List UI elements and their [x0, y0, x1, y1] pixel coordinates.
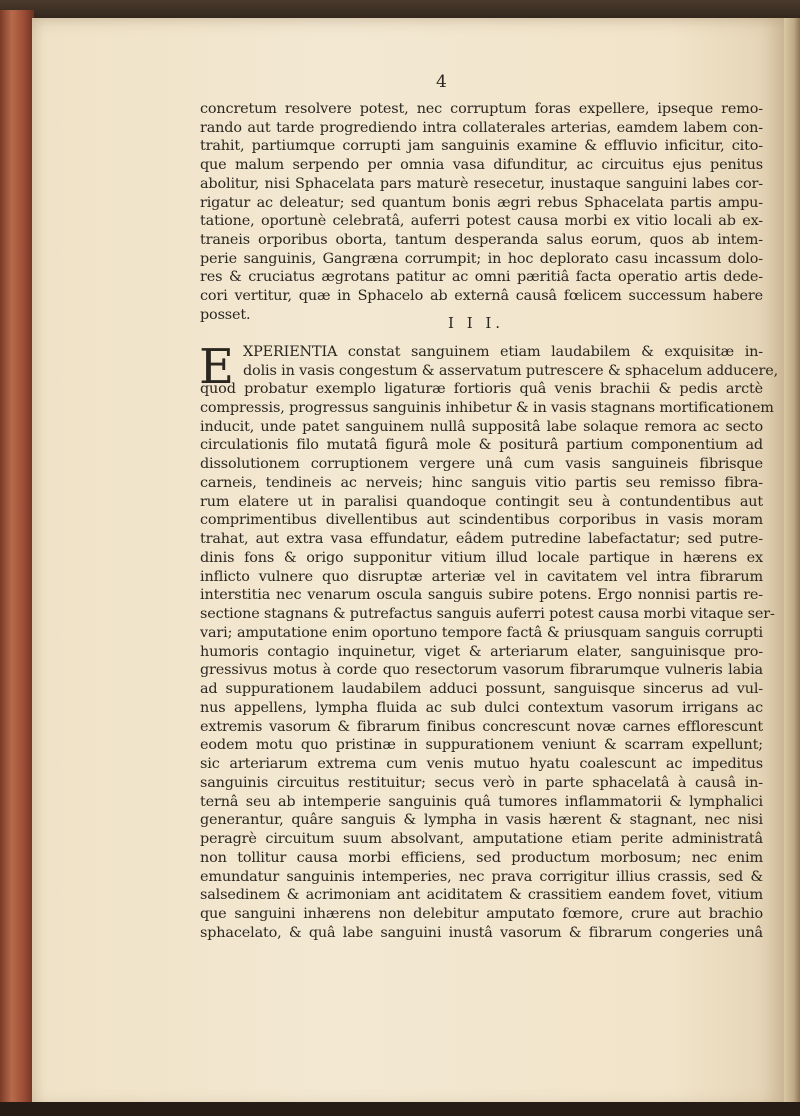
text-line: dolis in vasis congestum & asservatum putrescere & sphacelum adducere,	[243, 363, 779, 379]
text-line: dinis fons & origo supponitur vitium illud locale partique in hærens ex	[200, 549, 763, 566]
text-line: que malum serpendo per omnia vasa difunditur, ac circuitus ejus penitus	[200, 157, 763, 174]
text-line: sanguinis circuitus restituitur; secus verò in parte sphacelatâ à causâ in-	[200, 774, 763, 791]
text-line: ad suppurationem laudabilem adduci possunt, sanguisque sincerus ad vul-	[200, 681, 763, 697]
text-line: gressivus motus à corde quo resectorum vasorum fibrarumque vulneris labia	[200, 662, 763, 679]
text-line: vari; amputatione enim oportuno tempore factâ & priusquam sanguis corrupti	[200, 624, 763, 641]
text-line: cori vertitur, quæ in Sphacelo ab externâ causâ fœlicem successum habere	[200, 288, 763, 304]
text-line: sectione stagnans & putrefactus sanguis auferri potest causa morbi vitaque ser-	[200, 606, 775, 622]
text-line: XPERIENTIA constat sanguinem etiam laudabilem & exquisitæ in-	[243, 344, 763, 360]
text-line: abolitur, nisi Sphacelata pars maturè resecetur, inustaque sanguini labes cor-	[200, 175, 763, 192]
page-fore-edge	[784, 18, 800, 1108]
text-line: emundatur sanguinis intemperies, nec prava corrigitur illius crassis, sed &	[200, 868, 763, 885]
book-spine	[0, 10, 34, 1106]
text-line: inflicto vulnere quo disruptæ arteriæ vel in cavitatem vel intra fibrarum	[200, 568, 763, 585]
text-line: ternâ seu ab intemperie sanguinis quâ tumores inflammatorii & lymphalici	[200, 793, 763, 810]
text-line: sphacelato, & quâ labe sanguini inustâ vasorum & fibrarum congeries unâ	[200, 924, 763, 941]
text-line: humoris contagio inquinetur, viget & arteriarum elater, sanguinisque pro-	[200, 643, 763, 660]
text-line: rum elatere ut in paralisi quandoque contingit seu à contundentibus aut	[200, 493, 763, 510]
text-line: circulationis filo mutatâ figurâ mole & positurâ partium componentium ad	[200, 437, 763, 454]
section-heading: I I I.	[448, 314, 505, 332]
text-line: generantur, quâre sanguis & lympha in vasis hærent & stagnant, nec nisi	[200, 812, 763, 829]
text-line: nus appellens, lympha fluida ac sub dulci contextum vasorum irrigans ac	[200, 699, 763, 716]
text-line: eodem motu quo pristinæ in suppurationem veniunt & scarram expellunt;	[200, 737, 763, 754]
text-line: sic arteriarum extrema cum venis mutuo hyatu coalescunt ac impeditus	[200, 756, 763, 772]
text-line: interstitia nec venarum oscula sanguis subire potens. Ergo nonnisi partis re-	[200, 587, 763, 604]
text-line: trahat, aut extra vasa effundatur, eâdem putredine labefactatur; sed putre-	[200, 531, 763, 547]
text-line: dissolutionem corruptionem vergere unâ cum vasis sanguineis fibrisque	[200, 456, 763, 472]
text-line: rigatur ac deleatur; sed quantum bonis ægri rebus Sphacelata partis ampu-	[200, 194, 763, 211]
text-line: peragrè circuitum suum absolvant, amputatione etiam perite administratâ	[200, 831, 763, 847]
text-line: quod probatur exemplo ligaturæ fortioris quâ venis brachii & pedis arctè	[200, 381, 763, 397]
text-line: rando aut tarde progrediendo intra collaterales arterias, eamdem labem con-	[200, 119, 763, 136]
text-line: carneis, tendineis ac nerveis; hinc sanguis vitio partis seu remisso fibra-	[200, 474, 763, 491]
text-line: non tollitur causa morbi efficiens, sed productum morbosum; nec enim	[200, 849, 763, 866]
text-line: traneis orporibus oborta, tantum desperanda salus eorum, quos ab intem-	[200, 231, 763, 248]
book-bottom-edge	[0, 1102, 800, 1116]
text-line: que sanguini inhærens non delebitur amputato fœmore, crure aut brachio	[200, 906, 763, 922]
text-line: res & cruciatus ægrotans patitur ac omni pæritiâ facta operatio artis dede-	[200, 269, 763, 286]
drop-capital: E	[199, 339, 235, 395]
text-line: tatione, oportunè celebratâ, auferri potest causa morbi ex vitio locali ab ex-	[200, 213, 763, 230]
text-line: posset.	[200, 306, 251, 323]
text-line: extremis vasorum & fibrarum finibus concrescunt novæ carnes efflorescunt	[200, 718, 763, 735]
text-line: perie sanguinis, Gangræna corrumpit; in hoc deplorato casu incassum dolo-	[200, 250, 763, 267]
text-line: salsedinem & acrimoniam ant aciditatem & crassitiem eandem fovet, vitium	[200, 887, 763, 904]
text-line: comprimentibus divellentibus aut scindentibus corporibus in vasis moram	[200, 512, 763, 529]
text-line: compressis, progressus sanguinis inhibetur & in vasis stagnans mortificationem	[200, 399, 774, 416]
text-line: concretum resolvere potest, nec corruptum foras expellere, ipseque remo-	[200, 101, 763, 117]
text-line: inducit, unde patet sanguinem nullâ suppositâ labe solaque remora ac secto	[200, 418, 763, 435]
text-line: trahit, partiumque corrupti jam sanguinis examine & effluvio inficitur, cito-	[200, 138, 763, 155]
page-number: 4	[436, 72, 447, 92]
